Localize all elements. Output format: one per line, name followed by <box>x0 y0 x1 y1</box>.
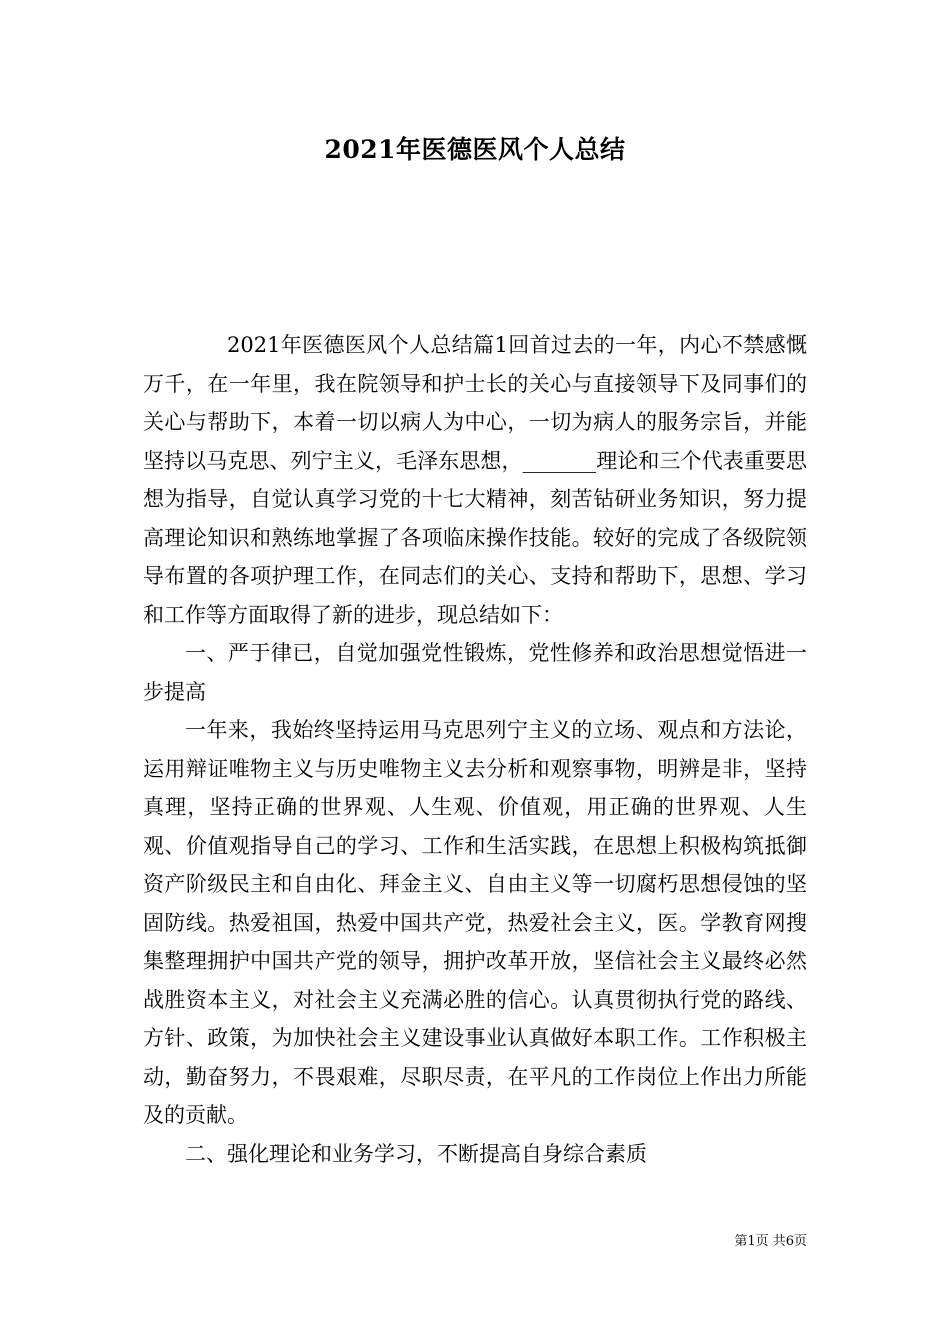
document-body <box>143 326 807 1173</box>
page-number-footer: 第1页 共6页 <box>734 1234 807 1249</box>
document-title: 2021年医德医风个人总结 <box>324 135 626 164</box>
section-heading-1: 一、严于律已，自觉加强党性锻炼，党性修养和政治思想觉悟进一步提高 <box>143 641 807 704</box>
section-heading-2: 二、强化理论和业务学习，不断提高自身综合素质 <box>185 1141 647 1166</box>
paragraph-section-1: 一年来，我始终坚持运用马克思列宁主义的立场、观点和方法论，运用辩证唯物主义与历史唯物主义去分析和观察事物，明辨是非，坚持真理，坚持正确的世界观、人生观、价值观，用正确的世界观、人生观、价值观指导自己的学习、工作和生活实践，在思想上积极构筑抵御资产阶级民主和自由化、拜金主义、自由主义等一切腐朽思想侵蚀的坚固防线。热爱祖国，热爱中国共产党，热爱社会主义，医。学教育网搜集整理拥护中国共产党的领导，拥护改革开放，坚信社会主义最终必然战胜资本主义，对社会主义充满必胜的信心。认真贯彻执行党的路线、方针、政策，为加快社会主义建设事业认真做好本职工作。工作积极主动，勤奋努力，不畏艰难，尽职尽责，在平凡的工作岗位上作出力所能及的贡献。 <box>143 718 807 1127</box>
paragraph-intro: 2021年医德医风个人总结篇1回首过去的一年，内心不禁感慨万千，在一年里，我在院领导和护士长的关心与直接领导下及同事们的关心与帮助下，本着一切以病人为中心，一切为病人的服务宗旨，并能坚持以马克思、列宁主义，毛泽东思想，_______理论和三个代表重要思想为指导，自觉认真学习党的十七大精神，刻苦钻研业务知识，努力提高理论知识和熟练地掌握了各项临床操作技能。较好的完成了各级院领导布置的各项护理工作，在同志们的关心、支持和帮助下，思想、学习和工作等方面取得了新的进步，现总结如下： <box>143 333 807 627</box>
